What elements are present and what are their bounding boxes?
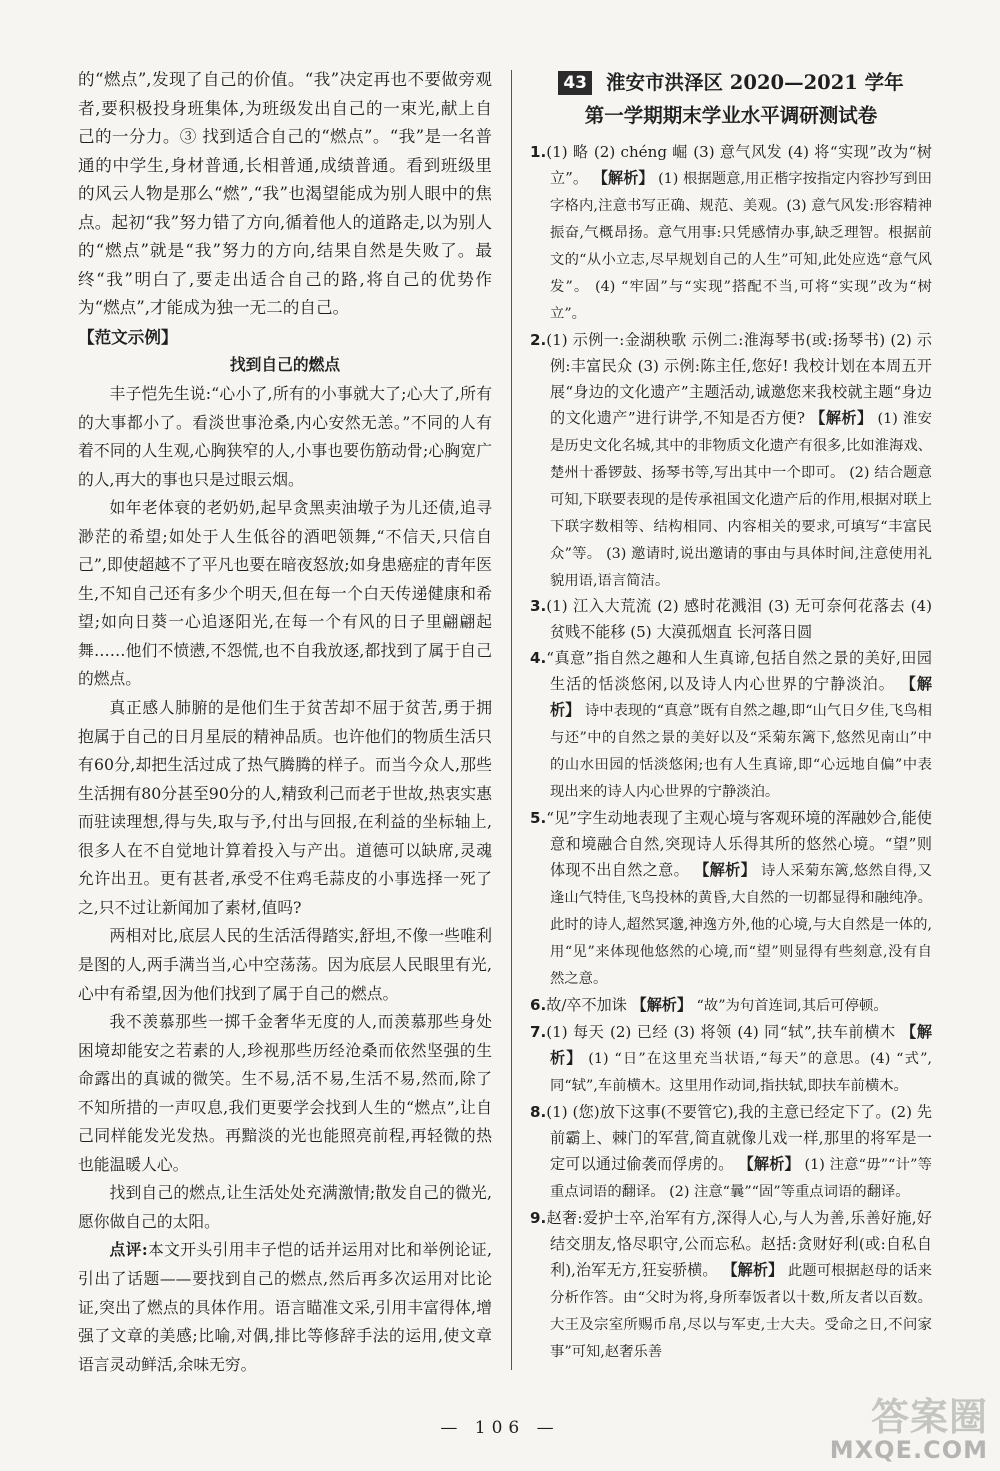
question-number: 9.	[530, 1208, 547, 1227]
essay-paragraph: 丰子恺先生说:“心小了,所有的小事就大了;心大了,所有的大事都小了。看淡世事沧桑,内心安然无恙。”不同的人有着不同的人生观,心胸狭窄的人,小事也要伤筋动骨;心胸宽广的人,再大的事也只是过眼云烟。	[78, 384, 492, 489]
essay-paragraph: 两相对比,底层人民的生活活得踏实,舒坦,不像一些唯利是图的人,两手满当当,心中空荡荡。因为底层人民眼里有光,心中有希望,因为他们找到了属于自己的燃点。	[78, 926, 492, 1003]
answer-item	[530, 594, 932, 646]
comment-label: 点评:	[109, 1240, 148, 1260]
answer-text: (1) 略 (2) chéng 崛 (3) 意气风发 (4) 将“实现”改为“树立”。	[546, 143, 932, 187]
answer-item	[530, 806, 932, 993]
answer-text: 此题可根据赵母的话来分析作答。由“父时为将,身所奉饭者以十数,所友者以百数。大王及宗室所赐币帛,尽以与军吏,士大夫。受命之日,不问家事”可知,赵奢乐善	[550, 1262, 932, 1360]
essay-paragraph: 找到自己的燃点,让生活处处充满激情;散发自己的微光,愿你做自己的太阳。	[78, 1183, 492, 1231]
answer-text: (1) “日”在这里充当状语,“每天”的意思。(4) “式”,同“轼”,车前横木。这里用作动词,指扶轼,即扶车前横木。	[550, 1050, 932, 1094]
answer-text: “故”为句首连词,其后可停顿。	[692, 998, 888, 1014]
essay-comment	[78, 1236, 492, 1379]
exam-title-line1: 淮安市洪泽区 2020—2021 学年	[606, 71, 904, 94]
answer-text: (1) 根据题意,用正楷字按指定内容抄写到田字格内,注意书写正确、规范、美观。(3) 意气风发:形容精神振奋,气概昂扬。意气用事:只凭感情办事,缺乏理智。根据前文的“从小立志,尽早规划自己的人生”可知,此处应选“意气风发”。 (4) “牢固”与“实现”搭配不当,可将“实现”改为“树立”。	[550, 170, 932, 322]
page-number: — 106 —	[440, 1418, 560, 1438]
right-column	[530, 66, 932, 1366]
column-divider	[511, 70, 512, 1370]
exam-title-line2: 第一学期期末学业水平调研测试卷	[584, 104, 878, 127]
answer-text: (1) 示例一:金湖秧歌 示例二:淮海琴书(或:扬琴书) (2) 示例:丰富民众 (3) 示例:陈主任,您好! 我校计划在本周五开展“身边的文化遗产”主题活动,诚邀您来我校就主题“身边的文化遗产”进行讲学,不知是否方便?	[546, 330, 932, 427]
model-essay	[78, 351, 492, 1379]
analysis-label: 【解析】	[810, 408, 873, 427]
question-number: 3.	[530, 597, 547, 616]
question-number: 5.	[530, 809, 547, 828]
essay-title: 找到自己的燃点	[229, 355, 341, 375]
answer-text: “真意”指自然之趣和人生真谛,包括自然之景的美好,田园生活的恬淡悠闲,以及诗人内心世界的宁静淡泊。	[546, 649, 932, 694]
page-number-value: 106	[474, 1418, 526, 1438]
analysis-label: 【解析】	[631, 996, 692, 1014]
essay-paragraph: 如年老体衰的老奶奶,起早贪黑卖油墩子为儿还债,追寻渺茫的希望;如处于人生低谷的酒吧领舞,“不信天,只信自己”,即使超越不了平凡也要在暗夜怒放;如身患癌症的青年医生,不知自己还有多少个明天,但在每一个白天传递健康和希望;如向日葵一心追逐阳光,在每一个有风的日子里翩翩起舞……他们不愤懑,不怨慌,也不自我放逐,都找到了属于自己的燃点。	[78, 498, 492, 689]
question-number: 2.	[530, 330, 547, 349]
answer-text: (1) 注意“毋”“计”等重点词语的翻译。 (2) 注意“曩”“固”等重点词语的翻译。	[550, 1156, 932, 1200]
answer-item	[530, 1020, 932, 1100]
watermark-url: MXQE.COM	[829, 1436, 988, 1464]
analysis-label: 【解析】	[550, 675, 932, 720]
analysis-label: 【解析】	[722, 1260, 784, 1279]
answer-text: 故/卒不加诛	[546, 996, 632, 1014]
answer-text: 诗中表现的“真意”既有自然之趣,即“山气日夕佳,飞鸟相与还”中的自然之景的美好以及“采菊东篱下,悠然见南山”中的山水田园的恬淡悠闲;也有人生真谛,即“心远地自偏”中表现出来的诗人内心世界的宁静淡泊。	[550, 703, 932, 801]
answer-item	[530, 993, 932, 1020]
answer-text: (1) 淮安是历史文化名城,其中的非物质文化遗产有很多,比如淮海戏、楚州十番锣鼓、扬琴书等,写出其中一个即可。 (2) 结合题意可知,下联要表现的是传承祖国文化遗产后的作用,根据对联上下联字数相等、结构相同、内容相关的要求,可填写“丰富民众”等。 (3) 邀请时,说出邀请的事由与具体时间,注意使用礼貌用语,语言简洁。	[550, 410, 933, 589]
answer-text: “见”字生动地表现了主观心境与客观环境的浑融妙合,能使意和境融合自然,突现诗人乐得其所的悠然心境。“望”则体现不出自然之意。	[546, 809, 932, 880]
answer-item	[530, 140, 932, 328]
answer-list	[530, 140, 932, 1366]
answer-text: (1) 每天 (2) 已经 (3) 将领 (4) 同“轼”,扶车前横木	[546, 1022, 902, 1041]
exam-title	[530, 66, 932, 132]
essay-paragraph: 我不羡慕那些一掷千金奢华无度的人,而羡慕那些身处困境却能安之若素的人,珍视那些历经沧桑而依然坚强的生命露出的真诚的微笑。生不易,活不易,生活不易,然而,除了不知所措的一声叹息,我们更要学会找到人生的“燃点”,让自己同样能发光发热。再黯淡的光也能照亮前程,再轻微的热也能温暖人心。	[78, 1012, 492, 1174]
question-number: 6.	[530, 996, 547, 1014]
section-heading: 【范文示例】	[78, 326, 178, 347]
answer-item	[530, 328, 932, 595]
watermark-logo: 答案圈	[870, 1395, 988, 1439]
watermark	[830, 1397, 988, 1463]
left-column	[78, 66, 492, 1379]
analysis-label: 【解析】	[694, 861, 757, 880]
question-number: 8.	[530, 1102, 547, 1121]
essay-paragraph: 真正感人肺腑的是他们生于贫苦却不屈于贫苦,勇于拥抱属于自己的日月星辰的精神品质。也许他们的物质生活只有60分,却把生活过成了热气腾腾的样子。而当今众人,那些生活拥有80分甚至90分的人,精致利己而老于世故,热衷实惠而驻读理想,得与失,取与予,付出与回报,在利益的坐标轴上,很多人在不自觉地计算着投入与产出。道德可以缺席,灵魂允许出丑。更有甚者,承受不住鸡毛蒜皮的小事选择一死了之,只不过让新闻加了素材,值吗?	[78, 698, 492, 917]
answer-text: (1) 江入大荒流 (2) 感时花溅泪 (3) 无可奈何花落去 (4) 贫贱不能移 (5) 大漠孤烟直 长河落日圆	[546, 597, 932, 642]
question-number: 7.	[530, 1022, 547, 1041]
intro-paragraph: 的“燃点”,发现了自己的价值。“我”决定再也不要做旁观者,要积极投身班集体,为班级发出自己的一束光,献上自己的一分力。③ 找到适合自己的“燃点”。“我”是一名普通的中学生,身材普通,长相普通,成绩普通。看到班级里的风云人物是那么“燃”,“我”也渴望能成为别人眼中的焦点。起初“我”努力错了方向,循着他人的道路走,以为别人的“燃点”就是“我”努力的方向,结果自然是失败了。最终“我”明白了,要走出适合自己的路,将自己的优势作为“燃点”,才能成为独一无二的自己。	[78, 70, 492, 318]
analysis-label: 【解析】	[592, 168, 654, 187]
answer-text: 赵奢:爱护士卒,治军有方,深得人心,与人为善,乐善好施,好结交朋友,恪尽职守,公而忘私。赵括:贪财好利(或:自私自利),治军无方,狂妄骄横。	[546, 1208, 932, 1279]
question-number: 4.	[530, 649, 547, 668]
answer-text: (1) (您)放下这事(不要管它),我的主意已经定下了。(2) 先前霸上、棘门的军营,简直就像儿戏一样,那里的将军是一定可以通过偷袭而俘虏的。	[546, 1102, 932, 1173]
answer-item	[530, 1206, 932, 1366]
exam-number-badge: 43	[558, 71, 592, 95]
analysis-label: 【解析】	[738, 1154, 800, 1173]
answer-item	[530, 1100, 932, 1206]
answer-item	[530, 646, 932, 806]
question-number: 1.	[530, 143, 547, 161]
answer-text: 诗人采菊东篱,悠然自得,又逢山气特佳,飞鸟投林的黄昏,大自然的一切都显得和融纯净。此时的诗人,超然冥邈,神逸方外,他的心境,与大自然是一体的,用“见”来体现他悠然的心境,而“望”则显得有些刻意,没有自然之意。	[550, 863, 932, 988]
analysis-label: 【解析】	[550, 1022, 932, 1067]
comment-text: 本文开头引用丰子恺的话并运用对比和举例论证,引出了话题——要找到自己的燃点,然后再多次运用对比论证,突出了燃点的具体作用。语言瞄准文采,引用丰富得体,增强了文章的美感;比喻,对偶,排比等修辞手法的运用,使文章语言灵动鲜活,余味无穷。	[78, 1240, 492, 1374]
